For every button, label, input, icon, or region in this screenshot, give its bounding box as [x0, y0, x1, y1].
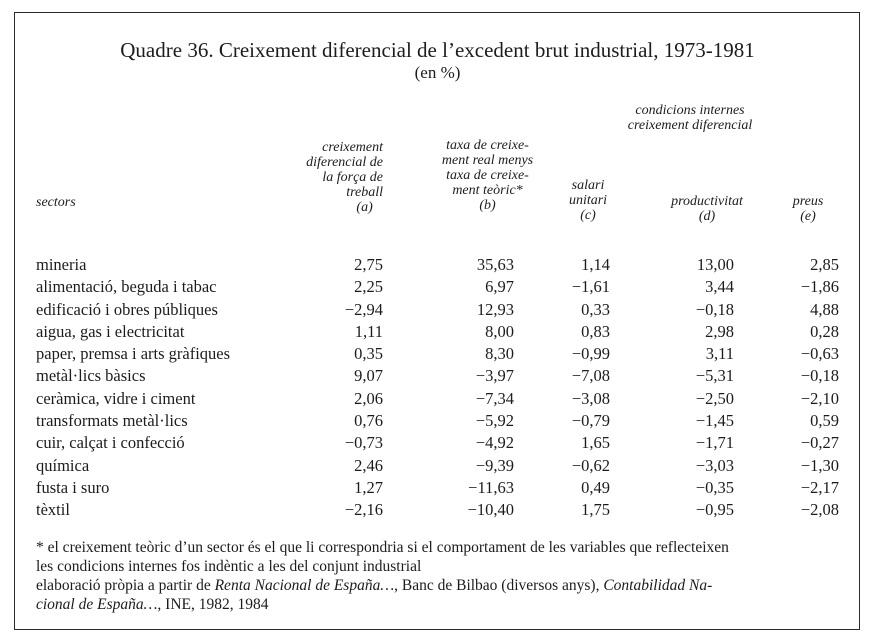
sector-name: tèxtil [36, 500, 70, 520]
footnote-continued: les condicions internes fos indèntic a les del conjunt industrial [36, 558, 422, 575]
cell-e: −2,17 [800, 477, 839, 497]
cell-e: 0,59 [810, 411, 839, 431]
cell-d: −0,18 [695, 299, 734, 319]
cell-c: −0,79 [571, 411, 610, 431]
sector-name: fusta i suro [36, 477, 110, 497]
cell-c: −0,62 [571, 455, 610, 475]
cell-d: −1,71 [695, 433, 734, 453]
source-text: , INE, 1982, 1984 [157, 596, 269, 613]
cell-e: −1,30 [800, 455, 839, 475]
source-note-continued [36, 595, 729, 614]
table-subtitle: (en %) [414, 63, 461, 82]
cell-a: 2,75 [354, 255, 383, 274]
cell-e: 4,88 [810, 299, 839, 319]
header-line: (c) [580, 208, 596, 223]
cell-d: 13,00 [696, 255, 734, 274]
sector-name: química [36, 455, 90, 475]
header-line: unitari [568, 193, 608, 208]
table-row [0, 366, 875, 388]
table-body [0, 255, 875, 523]
sector-name: edificació i obres públiques [36, 299, 218, 319]
header-line: condicions internes [635, 103, 745, 118]
header-line: (d) [698, 209, 716, 224]
sector-name: paper, premsa i arts gràfiques [36, 344, 231, 364]
header-line: la força de [322, 170, 383, 185]
header-line: (b) [479, 198, 496, 213]
cell-d: −3,03 [695, 455, 734, 475]
cell-e: 0,28 [810, 321, 839, 341]
cell-c: −3,08 [571, 388, 610, 408]
header-col-a [306, 140, 383, 215]
table-row [0, 411, 875, 433]
cell-a: 2,06 [354, 388, 383, 408]
header-line: ment real menys [441, 153, 534, 168]
cell-b: −11,63 [468, 477, 514, 497]
table-row [0, 255, 875, 277]
cell-c: 0,33 [581, 299, 610, 319]
table-row [0, 389, 875, 411]
table-row [0, 344, 875, 366]
cell-c: 0,83 [581, 321, 610, 341]
cell-e: −0,27 [800, 433, 839, 453]
cell-b: −9,39 [475, 455, 514, 475]
header-line: salari [571, 178, 605, 193]
cell-e: 2,85 [810, 255, 839, 274]
source-title: cional de España… [36, 596, 158, 613]
sector-name: aigua, gas i electricitat [36, 321, 185, 341]
cell-b: 12,93 [476, 299, 514, 319]
cell-a: 9,07 [354, 366, 383, 386]
cell-b: 8,00 [485, 321, 514, 341]
header-line: creixement diferencial [627, 118, 753, 133]
table-row [0, 500, 875, 522]
header-line: (a) [356, 200, 373, 215]
cell-c: 1,75 [581, 500, 610, 520]
table-row [0, 478, 875, 500]
cell-b: 6,97 [485, 277, 514, 297]
cell-d: −2,50 [695, 388, 734, 408]
cell-a: −2,94 [344, 299, 383, 319]
header-line: treball [346, 185, 383, 200]
cell-b: −5,92 [475, 411, 514, 431]
source-title: Contabilidad Na- [603, 577, 713, 594]
cell-b: −4,92 [475, 433, 514, 453]
cell-d: 3,11 [705, 344, 734, 364]
cell-d: 2,98 [705, 321, 734, 341]
source-text: elaboració pròpia a partir de [36, 577, 215, 594]
cell-e: −2,10 [800, 388, 839, 408]
cell-a: −2,16 [344, 500, 383, 520]
cell-b: −7,34 [475, 388, 514, 408]
table-title: Quadre 36. Creixement diferencial de l’excedent brut industrial, 1973-1981 [120, 38, 755, 62]
header-line: creixement [322, 140, 383, 155]
cell-d: −1,45 [695, 411, 734, 431]
cell-e: −2,08 [800, 500, 839, 520]
header-line: ment teòric* [452, 183, 523, 198]
cell-e: −0,18 [800, 366, 839, 386]
header-line: diferencial de [306, 155, 383, 170]
cell-d: −0,95 [695, 500, 734, 520]
table-row [0, 300, 875, 322]
source-text: , Banc de Bilbao (diversos anys), [394, 577, 604, 594]
table-row [0, 456, 875, 478]
cell-a: 2,46 [354, 455, 383, 475]
header-line: productivitat [671, 194, 743, 209]
source-note [36, 576, 729, 595]
sector-name: mineria [36, 255, 87, 274]
header-line: taxa de creixe- [446, 138, 529, 153]
header-line: taxa de creixe- [446, 168, 529, 183]
header-line: preus [792, 194, 824, 209]
source-title: Renta Nacional de España… [214, 577, 395, 594]
cell-a: 0,35 [354, 344, 383, 364]
footnote: * el creixement teòric d’un sector és el que li correspondria si el comportament de les variables que reflecteixen [36, 539, 729, 556]
cell-a: 1,11 [354, 321, 383, 341]
cell-c: 1,14 [581, 255, 610, 274]
cell-b: −10,40 [467, 500, 514, 520]
cell-a: 2,25 [354, 277, 383, 297]
cell-d: −0,35 [695, 477, 734, 497]
header-col-b [415, 138, 560, 213]
sector-name: alimentació, beguda i tabac [36, 277, 217, 297]
column-group-header [600, 103, 780, 133]
cell-d: 3,44 [705, 277, 734, 297]
cell-b: 35,63 [476, 255, 514, 274]
cell-a: 1,27 [354, 477, 383, 497]
sector-name: transformats metàl·lics [36, 411, 188, 431]
cell-a: −0,73 [344, 433, 383, 453]
cell-b: 8,30 [485, 344, 514, 364]
table-row [0, 322, 875, 344]
cell-c: 1,65 [581, 433, 610, 453]
sector-name: ceràmica, vidre i ciment [36, 388, 196, 408]
cell-c: −0,99 [571, 344, 610, 364]
sector-name: metàl·lics bàsics [36, 366, 146, 386]
cell-c: 0,49 [581, 477, 610, 497]
table-row [0, 277, 875, 299]
header-col-c [553, 178, 623, 223]
sector-name: cuir, calçat i confecció [36, 433, 185, 453]
cell-d: −5,31 [695, 366, 734, 386]
cell-c: −1,61 [571, 277, 610, 297]
cell-c: −7,08 [571, 366, 610, 386]
header-line: (e) [800, 209, 816, 224]
table-notes [36, 538, 729, 614]
cell-e: −1,86 [800, 277, 839, 297]
header-sectors: sectors [36, 195, 76, 210]
cell-b: −3,97 [475, 366, 514, 386]
header-col-e [778, 194, 838, 224]
cell-a: 0,76 [354, 411, 383, 431]
table-row [0, 433, 875, 455]
cell-e: −0,63 [800, 344, 839, 364]
header-col-d [652, 194, 762, 224]
